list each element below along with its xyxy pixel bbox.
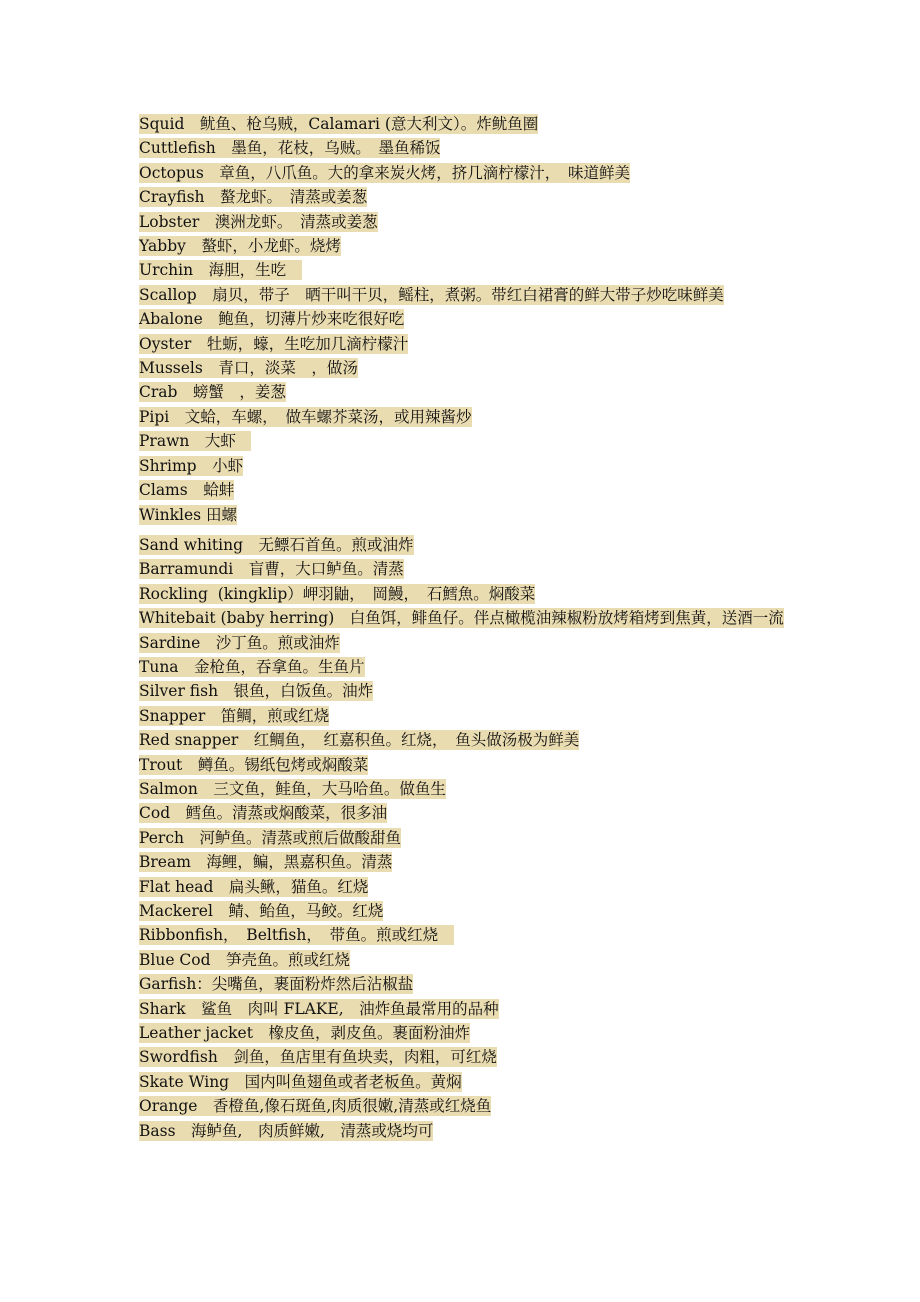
entry-ribbonfish: Ribbonfish， Beltfish， 带鱼。煎或红烧	[139, 926, 454, 945]
entry-rockling: Rockling (kingklip）岬羽鼬， 岡鰻， 石鱈魚。焖酸菜	[139, 584, 536, 603]
entry-clams: Clams 蛤蚌	[139, 481, 235, 500]
entry-silver-fish: Silver fish 银鱼，白饭鱼。油炸	[139, 682, 374, 701]
entry-perch: Perch 河鲈鱼。清蒸或煎后做酸甜鱼	[139, 828, 401, 847]
entry-crayfish: Crayfish 螯龙虾。 清蒸或姜葱	[139, 188, 368, 207]
entry-pipi: Pipi 文蛤，车螺， 做车螺芥菜汤，或用辣酱炒	[139, 407, 472, 426]
entry-trout: Trout 鳟鱼。锡纸包烤或焖酸菜	[139, 755, 369, 774]
entry-yabby: Yabby 螯虾，小龙虾。烧烤	[139, 237, 341, 256]
entry-mackerel: Mackerel 鲭、鲐鱼，马鲛。红烧	[139, 902, 384, 920]
fish-section	[139, 533, 789, 1143]
entry-squid: Squid 鱿鱼、枪乌贼，Calamari (意大利文）。炸鱿鱼圈	[139, 115, 539, 133]
entry-sardine: Sardine 沙丁鱼。煎或油炸	[139, 633, 340, 652]
entry-leather-jacket: Leather jacket 橡皮鱼，剥皮鱼。裹面粉油炸	[139, 1024, 470, 1043]
entry-shrimp: Shrimp 小虾	[139, 456, 244, 475]
entry-octopus: Octopus 章鱼，八爪鱼。大的拿来炭火烤，挤几滴柠檬汁， 味道鲜美	[139, 163, 631, 182]
entry-winkles: Winkles 田螺	[139, 505, 238, 524]
entry-tuna: Tuna 金枪鱼，吞拿鱼。生鱼片	[139, 657, 365, 676]
shellfish-section	[139, 112, 789, 527]
entry-garfish: Garfish：尖嘴鱼，裹面粉炸然后沾椒盐	[139, 975, 414, 994]
entry-cod: Cod 鳕鱼。清蒸或焖酸菜，很多油	[139, 804, 388, 823]
entry-crab: Crab 螃蟹 ，姜葱	[139, 383, 286, 402]
entry-lobster: Lobster 澳洲龙虾。 清蒸或姜葱	[139, 212, 378, 231]
entry-barramundi: Barramundi 盲曹，大口鲈鱼。清蒸	[139, 560, 404, 579]
entry-snapper: Snapper 笛鲷，煎或红烧	[139, 706, 330, 725]
entry-urchin: Urchin 海胆，生吃	[139, 261, 302, 280]
entry-swordfish: Swordfish 剑鱼，鱼店里有鱼块卖，肉粗，可红烧	[139, 1048, 497, 1067]
entry-bass: Bass 海鲈鱼, 肉质鲜嫩, 清蒸或烧均可	[139, 1121, 434, 1140]
entry-skate-wing: Skate Wing 国内叫鱼翅鱼或者老板鱼。黄焖	[139, 1072, 462, 1091]
entry-blue-cod: Blue Cod 笋壳鱼。煎或红烧	[139, 950, 351, 969]
entry-cuttlefish: Cuttlefish 墨鱼，花枝，乌贼。 墨鱼稀饭	[139, 139, 441, 158]
entry-shark: Shark 鲨鱼 肉叫 FLAKE, 油炸鱼最常用的品种	[139, 999, 499, 1018]
entry-salmon: Salmon 三文鱼，鲑鱼，大马哈鱼。做鱼生	[139, 779, 446, 798]
entry-sand-whiting: Sand whiting 无鳔石首鱼。煎或油炸	[139, 535, 414, 554]
document-body	[139, 112, 789, 1143]
entry-oyster: Oyster 牡蛎，蠔，生吃加几滴柠檬汁	[139, 334, 409, 353]
entry-scallop: Scallop 扇贝，带子 晒干叫干贝，鳐柱，煮粥。带红白裙膏的鲜大带子炒吃味鲜美	[139, 285, 724, 304]
entry-orange: Orange 香橙鱼,像石斑鱼,肉质很嫩,清蒸或红烧鱼	[139, 1097, 492, 1116]
entry-flat-head: Flat head 扁头鳅，猫鱼。红烧	[139, 877, 369, 896]
entry-abalone: Abalone 鲍鱼，切薄片炒来吃很好吃	[139, 310, 405, 329]
entry-mussels: Mussels 青口，淡菜 ，做汤	[139, 359, 358, 378]
entry-bream: Bream 海鲤，鳊，黑嘉积鱼。清蒸	[139, 853, 393, 872]
entry-whitebait: Whitebait (baby herring) 白鱼饵，鲱鱼仔。伴点橄榄油辣椒粉放烤箱烤到焦黄，送酒一流	[139, 609, 784, 628]
entry-red-snapper: Red snapper 红鲷鱼， 红嘉积鱼。红烧， 鱼头做汤极为鲜美	[139, 731, 580, 750]
entry-prawn: Prawn 大虾	[139, 432, 252, 451]
